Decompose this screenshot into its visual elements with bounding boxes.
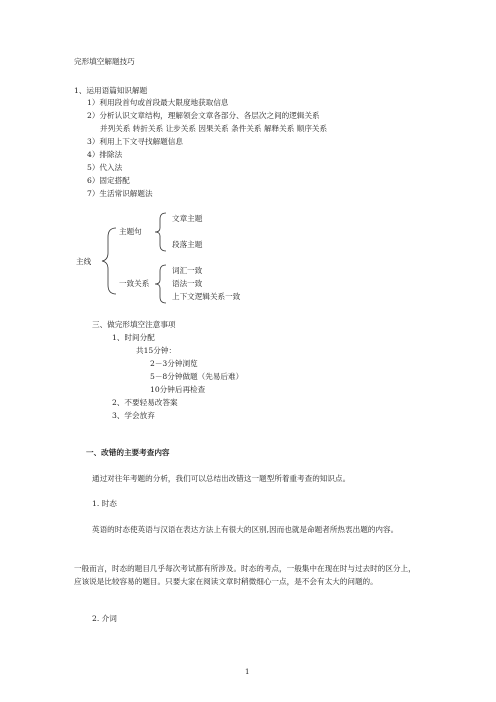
list-item: 6）固定搭配 xyxy=(87,176,130,185)
list-item: 4）排除法 xyxy=(87,150,123,159)
list-item: 共15分钟： xyxy=(136,346,177,355)
list-item: 1、时间分配 xyxy=(112,333,155,342)
diagram-root: 主线 xyxy=(76,257,92,266)
section3-heading: 三、做完形填空注意事项 xyxy=(92,320,176,329)
list-item: 2）分析认识文章结构，理解领会文章各部分、各层次之间的逻辑关系 xyxy=(87,111,320,120)
list-item: 3）利用上下文寻找解题信息 xyxy=(87,137,183,146)
list-item: 3、学会放弃 xyxy=(112,411,155,420)
subheading: 1. 时态 xyxy=(92,499,117,508)
paragraph: 英语的时态使英语与汉语在表达方法上有很大的区别,因而也就是命题者所热衷出题的内容。 xyxy=(92,525,399,534)
consistency-brace-icon xyxy=(154,264,168,304)
list-item: 1）利用段首句或首段最大限度地获取信息 xyxy=(87,98,229,107)
paragraph: 一般而言，时态的题目几乎每次考试都有所涉及。时态的考点，一般集中在现在时与过去时的区分上，应该说是比较容易的题目。只要大家在阅读文章时稍微细心一点，是不会有太大的问题的。 xyxy=(74,564,416,586)
diagram-node: 词汇一致 xyxy=(172,266,203,275)
list-item: 7）生活常识解题法 xyxy=(87,189,153,198)
diagram-node: 上下文逻辑关系一致 xyxy=(172,292,241,301)
diagram-node: 文章主题 xyxy=(172,214,203,223)
topic-brace-icon xyxy=(154,212,168,252)
list-item: 10分钟后再检查 xyxy=(150,385,206,394)
subheading: 2. 介词 xyxy=(92,614,117,623)
diagram-node: 段落主题 xyxy=(172,240,203,249)
page-number: 1 xyxy=(245,668,250,676)
main-brace-icon xyxy=(100,227,120,295)
paragraph: 通过对往年考题的分析，我们可以总结出改错这一题型所着重考查的知识点。 xyxy=(92,474,351,483)
error-section-heading: 一、改错的主要考查内容 xyxy=(86,448,170,457)
relations-line: 并列关系 转折关系 让步关系 因果关系 条件关系 解释关系 顺序关系 xyxy=(100,124,328,133)
doc-title: 完形填空解题技巧 xyxy=(74,57,135,66)
diagram-node: 语法一致 xyxy=(172,279,203,288)
list-item: 2、不要轻易改答案 xyxy=(112,398,178,407)
list-item: 5－8分钟做题（先易后难） xyxy=(150,372,244,381)
list-item: 5）代入法 xyxy=(87,163,123,172)
list-item: 2－3分钟浏览 xyxy=(150,359,198,368)
section1-heading: 1、运用语篇知识解题 xyxy=(74,86,148,95)
diagram-node: 主题句 xyxy=(119,227,142,236)
diagram-node: 一致关系 xyxy=(119,279,150,288)
